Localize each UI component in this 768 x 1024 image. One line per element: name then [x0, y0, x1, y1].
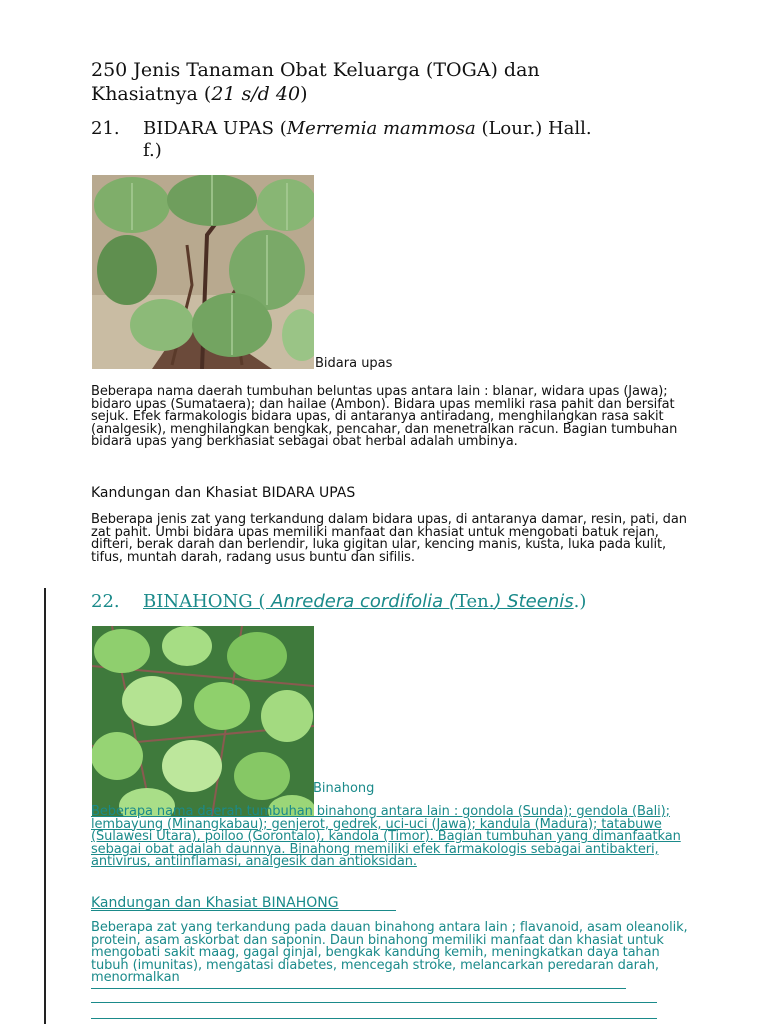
title-line-2: Khasiatnya (21 s/d 40)	[91, 83, 308, 105]
section-21-heading: 21. BIDARA UPAS (Merremia mammosa (Lour.) Hall. f.)	[91, 118, 592, 161]
section-22-heading: 22. BINAHONG ( Anredera cordifolia (Ten.) Steenis.)	[91, 591, 587, 612]
divider-line	[91, 1002, 657, 1003]
section-22-subheading: Kandungan dan Khasiat BINAHONG	[91, 895, 339, 911]
section-22-paragraph-2: Beberapa zat yang terkandung pada dauan binahong antara lain ; flavanoid, asam oleanolik, protein, asam askorbat dan saponin. Daun binahong memiliki manfaat dan khasiat untuk mengobati sakit maag, gagal ginjal, bengkak kandung kemih, meningkatkan daya tahan tubuh (imunitas), mengatasi diabetes, mencegah stroke, melancarkan peredaran darah, menormalkan	[91, 920, 688, 986]
section-21-paragraph-2: Beberapa jenis zat yang terkandung dalam bidara upas, di antaranya damar, resin, pati, dan zat pahit. Umbi bidara upas memiliki manfaat dan khasiat untuk mengobati batuk rejan, difteri, berak darah dan berlendir, luka gigitan ular, kencing manis, kusta, luka pada kulit, tifus, muntah darah, radang usus buntu dan sifilis.	[91, 512, 687, 565]
page-title	[91, 58, 691, 106]
section-21-latin-name: Merremia mammosa	[286, 118, 476, 139]
section-21-number: 21.	[91, 118, 120, 139]
binahong-caption: Binahong	[313, 781, 375, 796]
divider-line	[91, 988, 626, 989]
section-21-subheading: Kandungan dan Khasiat BIDARA UPAS	[91, 485, 356, 501]
section-22-number: 22.	[91, 591, 120, 612]
bidara-upas-caption: Bidara upas	[315, 356, 393, 371]
divider-line	[91, 1018, 657, 1019]
bidara-upas-photo	[92, 175, 314, 369]
title-line-1: 250 Jenis Tanaman Obat Keluarga (TOGA) dan	[91, 59, 540, 81]
binahong-photo	[92, 626, 314, 816]
section-22-paragraph-1: Beberapa nama daerah tumbuhan binahong antara lain : gondola (Sunda); gendola (Bali); lembayung (Minangkabau); genjerot, gedrek, uci-uci (Jawa); kandula (Madura); tatabuwe (Sulawesi Utara), poiloo (Gorontalo), kandola (Timor). Bagian tumbuhan yang dimanfaatkan sebagai obat adalah daunnya. Binahong memiliki efek farmakologis sebagai antibakteri, antivirus, antiinflamasi, analgesik dan antioksidan.	[91, 804, 681, 870]
section-22-latin-name: Anredera cordifolia (	[271, 591, 456, 612]
section-21-paragraph-1: Beberapa nama daerah tumbuhan beluntas upas antara lain : blanar, widara upas (Jawa); bidaro upas (Sumataera); dan hailae (Ambon). Bidara upas memliki rasa pahit dan bersifat sejuk. Efek farmakologis bidara upas, di antaranya antiradang, menghilangkan rasa sakit (analgesik), menghilangkan bengkak, pencahar, dan menetralkan racun. Bagian tumbuhan bidara upas yang berkhasiat sebagai obat herbal adalah umbinya.	[91, 384, 678, 450]
change-bar	[44, 588, 46, 1024]
